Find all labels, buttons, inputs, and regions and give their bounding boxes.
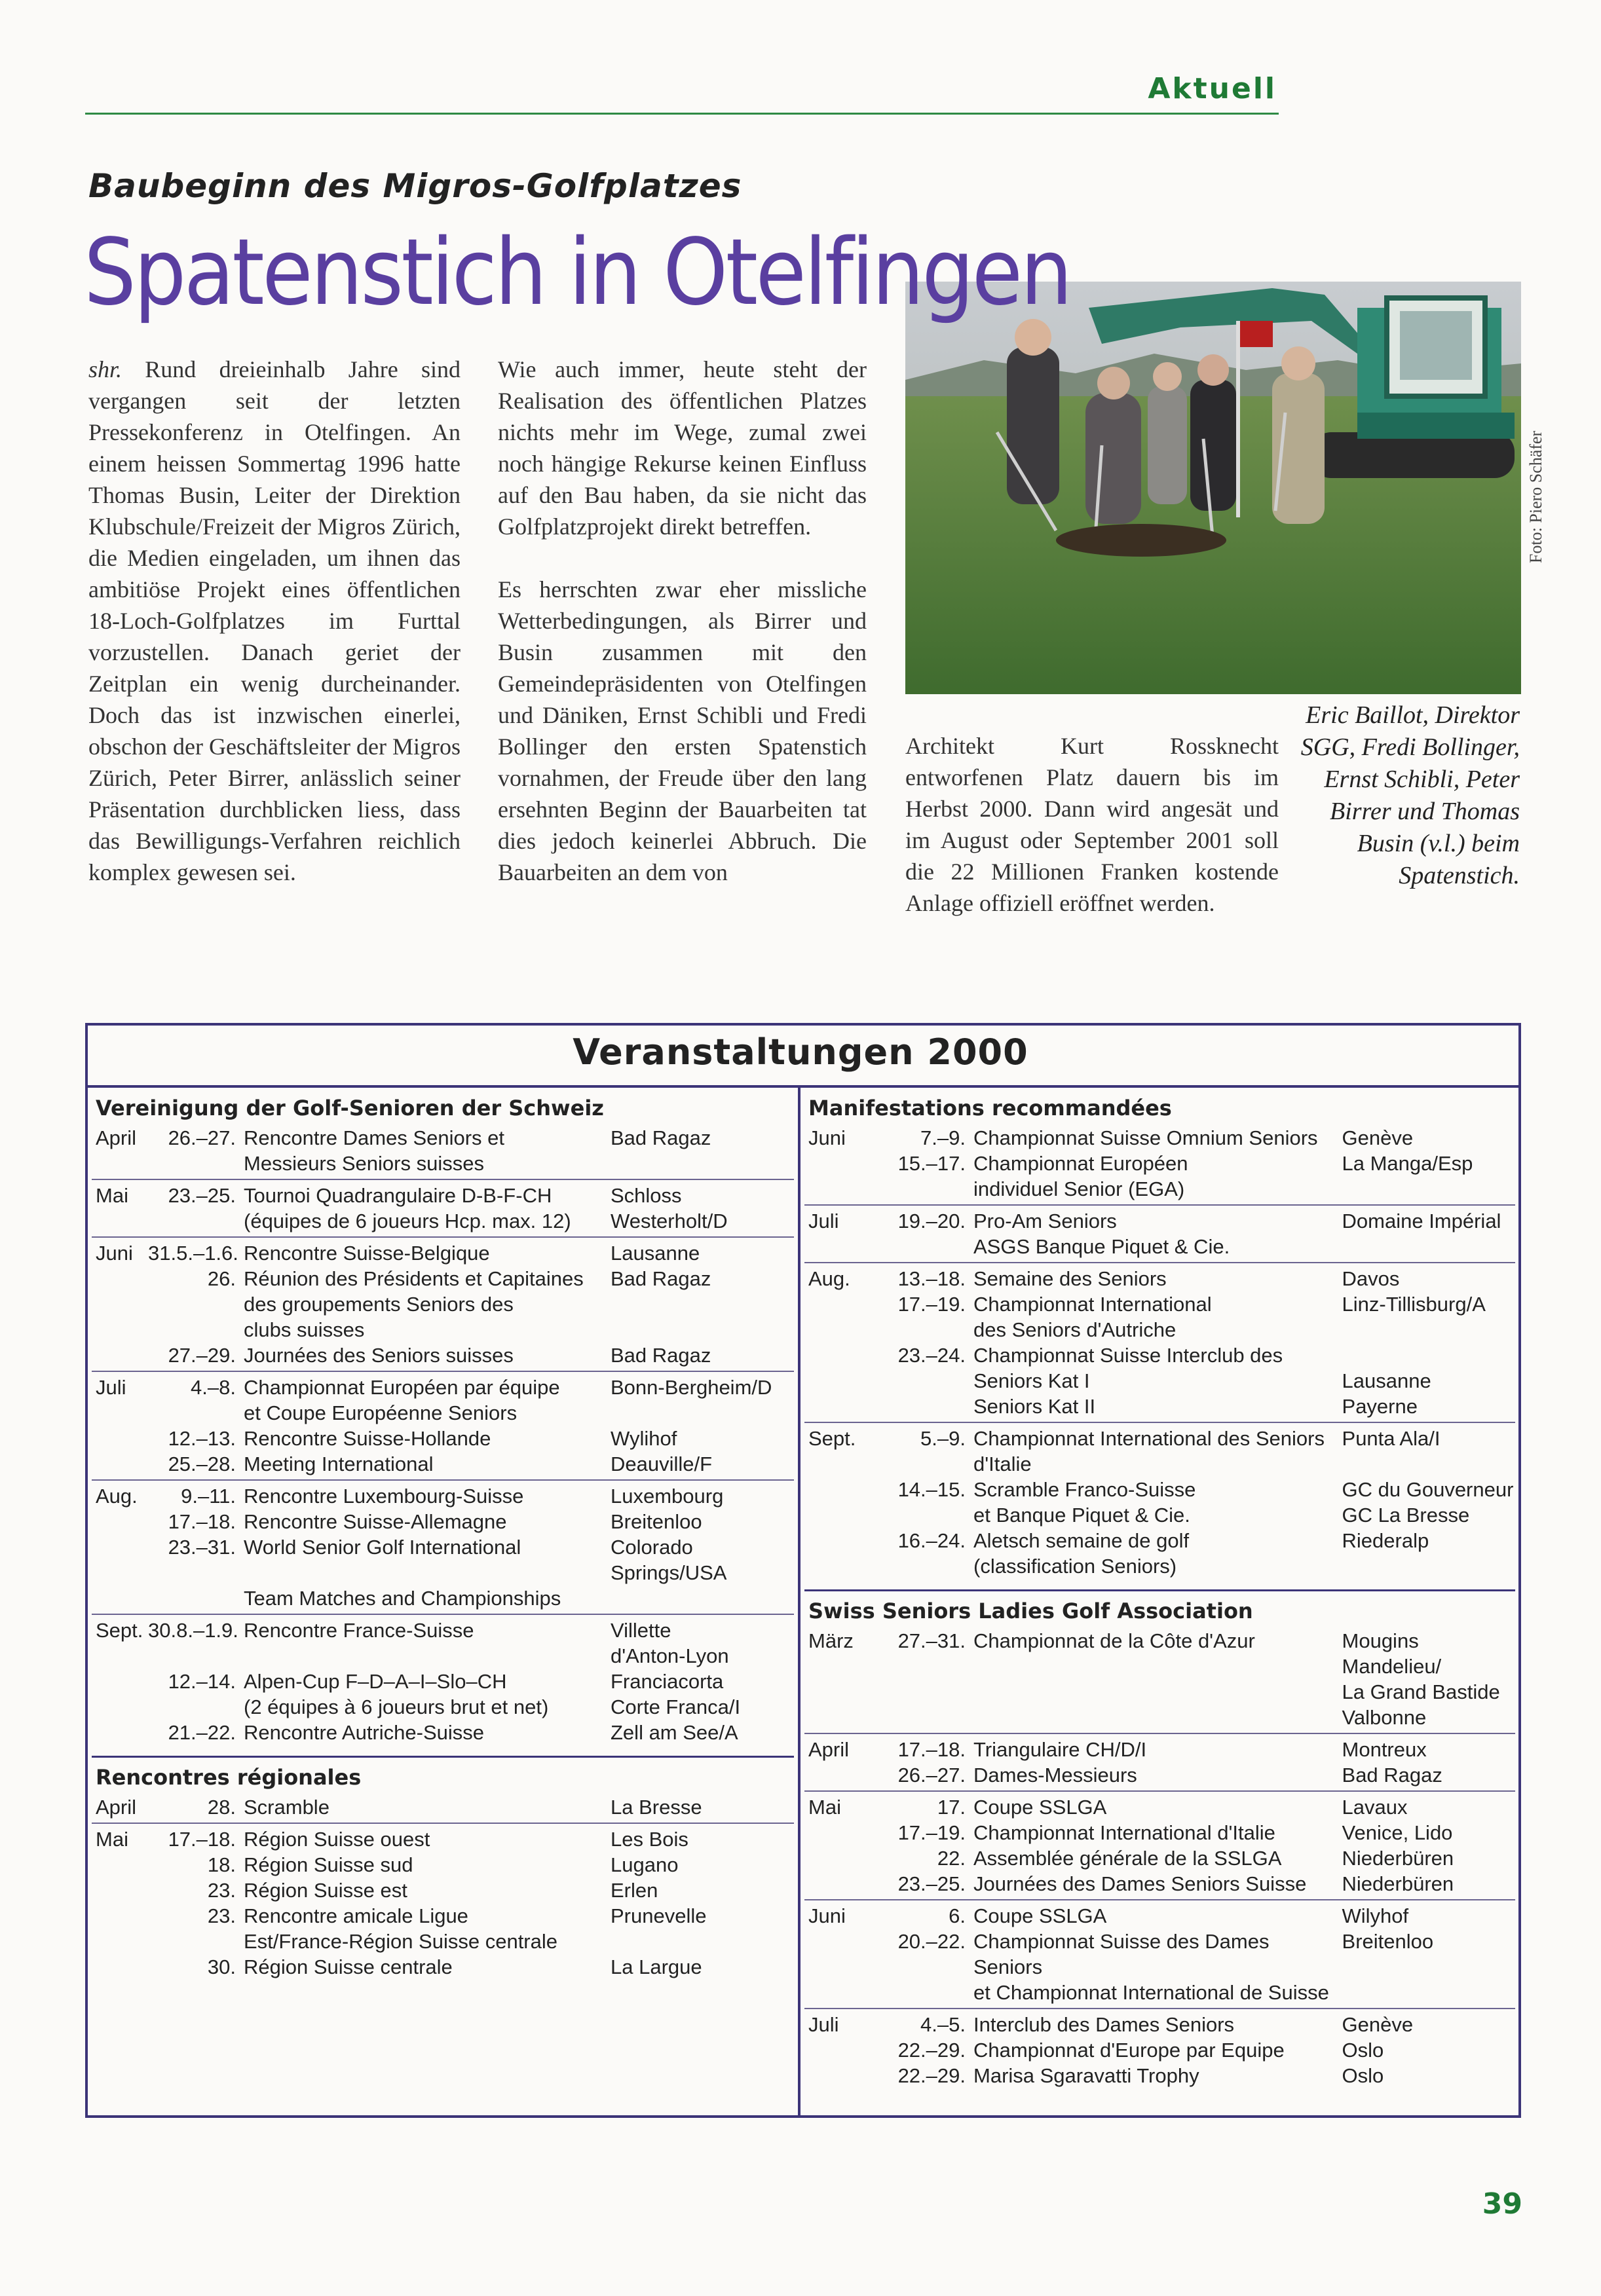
event-name: Rencontre amicale Ligue Est/France-Région Suisse centrale	[244, 1904, 558, 1953]
event-month: Mai	[96, 1828, 128, 1851]
event-name: Championnat Européen individuel Senior (EGA)	[973, 1152, 1188, 1200]
event-row	[92, 1826, 794, 1852]
paragraph: Es herrschten zwar eher missliche Wetterbedingungen, als Birrer und Busin zusammen mit den Gemeindepräsidenten von Otelfingen und Däniken, Ernst Schibli und Fredi Bollinger den ersten Spatenstich vornahmen, der Freude über den lang ersehnten Beginn der Bauarbeiten tat dies jedoch keinerlei Abbruch. Die Bauarbeiten an dem von	[498, 576, 867, 885]
event-month: Juni	[808, 1904, 846, 1927]
event-month: Juli	[808, 2013, 839, 2036]
events-title-rule	[88, 1085, 1518, 1088]
event-date: 22.	[937, 1847, 966, 1870]
event-date: 17.–18.	[168, 1510, 236, 1533]
event-month-group	[804, 1206, 1515, 1263]
groundbreaking-photo	[905, 282, 1521, 694]
event-name: Championnat International des Seniors d'Autriche	[973, 1293, 1212, 1341]
event-month: Juni	[808, 1126, 846, 1149]
event-date: 23.	[207, 1879, 236, 1902]
event-date: 12.–13.	[168, 1427, 236, 1450]
event-month-group	[804, 1792, 1515, 1900]
event-section-heading: Vereinigung der Golf-Senioren der Schweiz	[96, 1096, 604, 1120]
event-date: 26.–27.	[897, 1764, 966, 1787]
event-date: 23.	[207, 1904, 236, 1927]
event-place: Colorado Springs/USA	[611, 1536, 727, 1584]
event-place: Zell am See/A	[611, 1721, 738, 1744]
section-label: Aktuell	[1148, 72, 1277, 105]
event-name: Scramble	[244, 1796, 330, 1819]
event-row	[804, 1845, 1515, 1871]
event-name: Championnat International d'Italie	[973, 1821, 1275, 1844]
event-name: Rencontre France-Suisse	[244, 1619, 474, 1642]
event-place: Genève	[1342, 1126, 1414, 1149]
event-row	[804, 1208, 1515, 1259]
event-month: Mai	[808, 1796, 841, 1819]
event-place: Bad Ragaz	[1342, 1764, 1442, 1787]
event-name: Aletsch semaine de golf (classification Seniors)	[973, 1529, 1190, 1578]
event-place: Domaine Impérial	[1342, 1210, 1501, 1232]
event-name: Interclub des Dames Seniors	[973, 2013, 1235, 2036]
event-date: 26.	[207, 1267, 236, 1290]
event-name: Journées des Seniors suisses	[244, 1344, 514, 1367]
event-row	[92, 1342, 794, 1368]
event-place: Erlen	[611, 1879, 658, 1902]
event-date: 5.–9.	[920, 1427, 966, 1450]
event-place: Linz-Tillisburg/A	[1342, 1293, 1486, 1316]
event-row	[92, 1618, 794, 1669]
event-date: 16.–24.	[897, 1529, 966, 1552]
event-name: Championnat Suisse Omnium Seniors	[973, 1126, 1318, 1149]
event-date: 7.–9.	[920, 1126, 966, 1149]
event-date: 23.–24.	[897, 1344, 966, 1367]
event-month-group	[804, 1625, 1515, 1734]
event-name: Journées des Dames Seniors Suisse	[973, 1872, 1307, 1895]
event-name: Rencontre Suisse-Belgique	[244, 1242, 490, 1265]
event-place: Punta Ala/I	[1342, 1427, 1441, 1450]
event-date: 23.–25.	[897, 1872, 966, 1895]
event-name: Rencontre Suisse-Allemagne	[244, 1510, 507, 1533]
event-place: Genève	[1342, 2013, 1414, 2036]
event-place: Wilyhof	[1342, 1904, 1409, 1927]
event-date: 17.–18.	[168, 1828, 236, 1851]
event-place: La Manga/Esp	[1342, 1152, 1473, 1175]
event-place: Venice, Lido	[1342, 1821, 1453, 1844]
event-month: April	[808, 1738, 850, 1761]
event-date: 22.–29.	[897, 2064, 966, 2087]
event-name: Réunion des Présidents et Capitaines des groupements Seniors des clubs suisses	[244, 1267, 584, 1341]
event-place: La Largue	[611, 1955, 702, 1978]
event-row	[804, 1762, 1515, 1788]
event-place: GC du Gouverneur GC La Bresse	[1342, 1478, 1514, 1527]
event-row	[92, 1375, 794, 1426]
event-month-group	[804, 2009, 1515, 2091]
event-name: Coupe SSLGA	[973, 1796, 1107, 1819]
event-place: Schloss Westerholt/D	[611, 1184, 728, 1232]
paragraph: Rund dreieinhalb Jahre sind vergangen seit der letzten Pressekonferenz in Otelfingen. An einem heissen Sommertag 1996 hatte Thomas Busin, Leiter der Direktion Klubschule/Freizeit der Migros Zürich, die Medien eingeladen, um ihnen das ambitiöse Projekt eines öffentlichen 18-Loch-Golfplatzes im Furttal vorzustellen. Danach geriet der Zeitplan ein wenig durcheinander. Doch das ist inzwischen einerlei, obschon der Geschäftsleiter der Migros Zürich, Peter Birrer, anlässlich seiner Präsentation durchblicken liess, dass das Bewilligungs-Verfahren reichlich komplex gewesen sei.	[88, 356, 461, 885]
event-date: 12.–14.	[168, 1670, 236, 1693]
article-column-2	[498, 354, 867, 917]
event-date: 15.–17.	[897, 1152, 966, 1175]
event-date: 31.5.–1.6.	[148, 1242, 238, 1265]
event-section-heading: Manifestations recommandées	[808, 1096, 1172, 1120]
event-place: Niederbüren	[1342, 1872, 1454, 1895]
event-row	[92, 1534, 794, 1611]
event-place: Mougins Mandelieu/ La Grand Bastide Valbonne	[1342, 1629, 1500, 1729]
event-month: März	[808, 1629, 854, 1652]
event-name: Région Suisse est	[244, 1879, 407, 1902]
event-name: Rencontre Dames Seniors et Messieurs Seniors suisses	[244, 1126, 505, 1175]
event-row	[804, 1737, 1515, 1762]
event-place: Montreux	[1342, 1738, 1427, 1761]
photo-credit: Foto: Piero Schäfer	[1526, 430, 1545, 563]
events-panel-right	[804, 1094, 1515, 2104]
event-name: Dames-Messieurs	[973, 1764, 1137, 1787]
event-section	[92, 1094, 794, 1758]
event-name: Meeting International	[244, 1453, 434, 1475]
event-row	[804, 1477, 1515, 1528]
event-date: 28.	[207, 1796, 236, 1819]
article-column-3	[905, 730, 1279, 917]
event-month: Sept.	[808, 1427, 856, 1450]
event-month-group	[92, 1122, 794, 1180]
event-place: Riederalp	[1342, 1529, 1429, 1552]
event-row	[92, 1903, 794, 1954]
event-date: 17.–19.	[897, 1293, 966, 1316]
event-row	[804, 1528, 1515, 1579]
event-section-heading: Rencontres régionales	[96, 1765, 362, 1790]
event-row	[92, 1669, 794, 1720]
header-rule	[85, 113, 1279, 115]
event-place: Oslo	[1342, 2039, 1384, 2062]
event-month-group	[92, 1824, 794, 1982]
event-row	[804, 1794, 1515, 1820]
event-date: 22.–29.	[897, 2039, 966, 2062]
event-place: Breitenloo	[1342, 1930, 1434, 1953]
event-month-group	[804, 1734, 1515, 1792]
event-name: Championnat de la Côte d'Azur	[973, 1629, 1255, 1652]
event-date: 23.–31.	[168, 1536, 236, 1559]
events-panel-left	[92, 1094, 794, 1995]
event-month-group	[92, 1615, 794, 1748]
event-month-group	[92, 1180, 794, 1238]
event-row	[804, 2012, 1515, 2037]
event-name: Championnat d'Europe par Equipe	[973, 2039, 1285, 2062]
event-place: Davos	[1342, 1267, 1400, 1290]
event-place: Bad Ragaz	[611, 1267, 711, 1290]
byline: shr.	[88, 356, 122, 382]
event-place: Lausanne	[611, 1242, 700, 1265]
event-row	[92, 1125, 794, 1176]
event-name: Coupe SSLGA	[973, 1904, 1107, 1927]
event-place: La Bresse	[611, 1796, 702, 1819]
event-month-group	[92, 1372, 794, 1481]
event-row	[804, 1929, 1515, 2005]
event-month-group	[92, 1792, 794, 1824]
page-number: 39	[1482, 2187, 1522, 2221]
event-name: Semaine des Seniors	[973, 1267, 1167, 1290]
event-row	[804, 2063, 1515, 2088]
event-date: 21.–22.	[168, 1721, 236, 1744]
event-month: Juli	[96, 1376, 126, 1399]
event-month-group	[92, 1481, 794, 1615]
event-date: 14.–15.	[897, 1478, 966, 1501]
event-row	[804, 1151, 1515, 1202]
event-place: Prunevelle	[611, 1904, 707, 1927]
event-row	[92, 1451, 794, 1477]
event-place: Lausanne Payerne	[1342, 1369, 1431, 1418]
photo-caption: Eric Baillot, Direktor SGG, Fredi Bollinger, Ernst Schibli, Peter Birrer und Thomas Busin (v.l.) beim Spatenstich.	[1300, 701, 1520, 889]
event-name: Scramble Franco-Suisse et Banque Piquet & Cie.	[973, 1478, 1196, 1527]
event-section	[92, 1763, 794, 1990]
event-row	[804, 1342, 1515, 1419]
event-date: 9.–11.	[181, 1485, 236, 1508]
event-row	[804, 1266, 1515, 1291]
event-place: Villette d'Anton-Lyon	[611, 1619, 729, 1667]
event-name: Assemblée générale de la SSLGA	[973, 1847, 1282, 1870]
event-name: Alpen-Cup F–D–A–I–Slo–CH (2 équipes à 6 joueurs brut et net)	[244, 1670, 549, 1718]
event-name: Rencontre Suisse-Hollande	[244, 1427, 491, 1450]
event-date: 20.–22.	[897, 1930, 966, 1953]
event-date: 26.–27.	[168, 1126, 236, 1149]
event-place: Les Bois	[611, 1828, 688, 1851]
events-center-divider	[798, 1088, 800, 2115]
event-row	[804, 1820, 1515, 1845]
event-name: Championnat International des Seniors d'Italie	[973, 1427, 1325, 1475]
event-row	[92, 1852, 794, 1878]
event-date: 25.–28.	[168, 1453, 236, 1475]
event-month: Sept.	[96, 1619, 143, 1642]
event-row	[92, 1954, 794, 1980]
event-place: Deauville/F	[611, 1453, 713, 1475]
event-place: Bad Ragaz	[611, 1126, 711, 1149]
event-month: Aug.	[808, 1267, 850, 1290]
event-month: April	[96, 1796, 137, 1819]
event-date: 17.–18.	[897, 1738, 966, 1761]
event-row	[92, 1483, 794, 1509]
event-name: World Senior Golf International Team Matches and Championships	[244, 1536, 561, 1610]
event-date: 30.8.–1.9.	[148, 1619, 238, 1642]
event-place: Bad Ragaz	[611, 1344, 711, 1367]
event-place: Bonn-Bergheim/D	[611, 1376, 772, 1399]
event-section	[804, 1094, 1515, 1591]
event-date: 27.–31.	[897, 1629, 966, 1652]
paragraph: Wie auch immer, heute steht der Realisation des öffentlichen Platzes nichts mehr im Wege, zumal zwei noch hängige Rekurse keinen Einfluss auf den Bau haben, da sie nicht das Golfplatzprojekt direkt betreffen.	[498, 356, 867, 540]
event-name: Tournoi Quadrangulaire D-B-F-CH (équipes de 6 joueurs Hcp. max. 12)	[244, 1184, 571, 1232]
event-month: Juni	[96, 1242, 133, 1265]
event-place: Lavaux	[1342, 1796, 1408, 1819]
event-place: Wylihof	[611, 1427, 677, 1450]
event-section-heading: Swiss Seniors Ladies Golf Association	[808, 1599, 1253, 1623]
event-name: Rencontre Luxembourg-Suisse	[244, 1485, 524, 1508]
event-date: 19.–20.	[897, 1210, 966, 1232]
event-name: Triangulaire CH/D/I	[973, 1738, 1147, 1761]
event-date: 17.–19.	[897, 1821, 966, 1844]
event-row	[92, 1878, 794, 1903]
article-headline: Spatenstich in Otelfingen	[84, 219, 1070, 326]
article-column-1	[88, 354, 461, 917]
event-section	[804, 1597, 1515, 2099]
event-row	[804, 1125, 1515, 1151]
event-name: Championnat Suisse des Dames Seniors et Championnat International de Suisse	[973, 1930, 1329, 2004]
event-name: Région Suisse centrale	[244, 1955, 453, 1978]
event-name: Rencontre Autriche-Suisse	[244, 1721, 485, 1744]
event-row	[92, 1183, 794, 1234]
event-month-group	[92, 1238, 794, 1372]
event-date: 30.	[207, 1955, 236, 1978]
article-kicker: Baubeginn des Migros-Golfplatzes	[88, 167, 742, 205]
event-date: 4.–8.	[191, 1376, 236, 1399]
event-date: 17.	[937, 1796, 966, 1819]
event-month: Juli	[808, 1210, 839, 1232]
event-date: 23.–25.	[168, 1184, 236, 1207]
event-month: April	[96, 1126, 137, 1149]
event-row	[92, 1720, 794, 1745]
event-place: Oslo	[1342, 2064, 1384, 2087]
event-name: Région Suisse ouest	[244, 1828, 430, 1851]
event-place: Franciacorta Corte Franca/I	[611, 1670, 741, 1718]
event-month-group	[804, 1263, 1515, 1423]
event-row	[804, 1628, 1515, 1730]
event-row	[92, 1509, 794, 1534]
event-row	[804, 1426, 1515, 1477]
events-title: Veranstaltungen 2000	[573, 1031, 1028, 1073]
event-row	[92, 1426, 794, 1451]
event-date: 6.	[949, 1904, 966, 1927]
event-row	[92, 1240, 794, 1266]
event-date: 18.	[207, 1853, 236, 1876]
event-row	[804, 2037, 1515, 2063]
paragraph: Architekt Kurt Rossknecht entworfenen Platz dauern bis im Herbst 2000. Dann wird angesät und im August oder September 2001 soll die 22 Millionen Franken kostende Anlage offiziell eröffnet werden.	[905, 733, 1279, 916]
event-month: Mai	[96, 1184, 128, 1207]
event-row	[804, 1903, 1515, 1929]
event-date: 27.–29.	[168, 1344, 236, 1367]
event-month-group	[804, 1423, 1515, 1582]
event-place: Luxembourg	[611, 1485, 724, 1508]
event-name: Championnat Européen par équipe et Coupe Européenne Seniors	[244, 1376, 560, 1424]
event-name: Marisa Sgaravatti Trophy	[973, 2064, 1199, 2087]
event-date: 13.–18.	[897, 1267, 966, 1290]
event-name: Championnat Suisse Interclub des Seniors Kat I Seniors Kat II	[973, 1344, 1283, 1418]
event-month-group	[804, 1122, 1515, 1206]
event-row	[804, 1871, 1515, 1897]
event-name: Région Suisse sud	[244, 1853, 413, 1876]
event-row	[92, 1794, 794, 1820]
event-name: Pro-Am Seniors ASGS Banque Piquet & Cie.	[973, 1210, 1230, 1258]
event-place: Lugano	[611, 1853, 679, 1876]
event-month: Aug.	[96, 1485, 138, 1508]
event-place: Breitenloo	[611, 1510, 702, 1533]
event-month-group	[804, 1900, 1515, 2009]
event-place: Niederbüren	[1342, 1847, 1454, 1870]
event-row	[92, 1266, 794, 1342]
event-date: 4.–5.	[920, 2013, 966, 2036]
event-row	[804, 1291, 1515, 1342]
